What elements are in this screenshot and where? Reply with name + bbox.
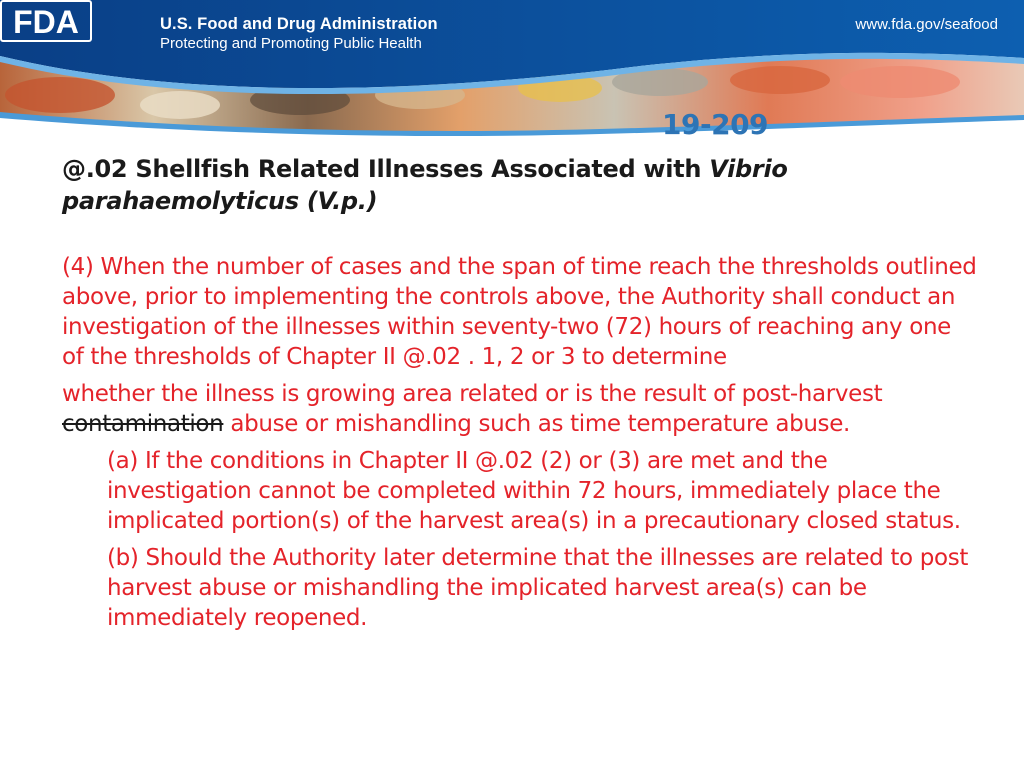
- paragraph-determine-end: abuse or mishandling such as time temperature abuse.: [223, 411, 850, 437]
- slide-title: [62, 153, 962, 217]
- title-organism: Vibrio parahaemolyticus (V.p.): [62, 155, 788, 215]
- slide-body: [62, 252, 977, 640]
- list-item-a: (a) If the conditions in Chapter II @.02 (2) or (3) are met and the investigation cannot be completed within 72 hours, immediately place the implicated portion(s) of the harvest area(s) in a precautionary closed status.: [107, 448, 961, 534]
- list-item-b: (b) Should the Authority later determine that the illnesses are related to post harvest abuse or mishandling the implicated harvest area(s) can be immediately reopened.: [107, 545, 969, 631]
- paragraph-determine-start: whether the illness is growing area related or is the result of post-harvest: [62, 381, 883, 407]
- paragraph-4: (4) When the number of cases and the span of time reach the thresholds outlined above, prior to implementing the controls above, the Authority shall conduct an investigation of the illnesses within seventy-two (72) hours of reaching any one of the thresholds of Chapter II @.02 . 1, 2 or 3 to determine: [62, 254, 977, 370]
- paragraph-determine: [62, 379, 977, 439]
- header-url[interactable]: www.fda.gov/seafood: [855, 16, 998, 33]
- fda-logo-icon: [0, 0, 92, 42]
- slide-number: 19-209: [662, 108, 769, 141]
- header-banner: [0, 0, 1024, 140]
- agency-tagline: Protecting and Promoting Public Health: [160, 35, 422, 52]
- fda-logo-text: FDA: [13, 4, 79, 40]
- title-prefix: @.02 Shellfish Related Illnesses Associated with: [62, 155, 710, 183]
- struck-word: contamination: [62, 411, 224, 437]
- agency-name: U.S. Food and Drug Administration: [160, 15, 438, 33]
- agency-block: [160, 14, 438, 54]
